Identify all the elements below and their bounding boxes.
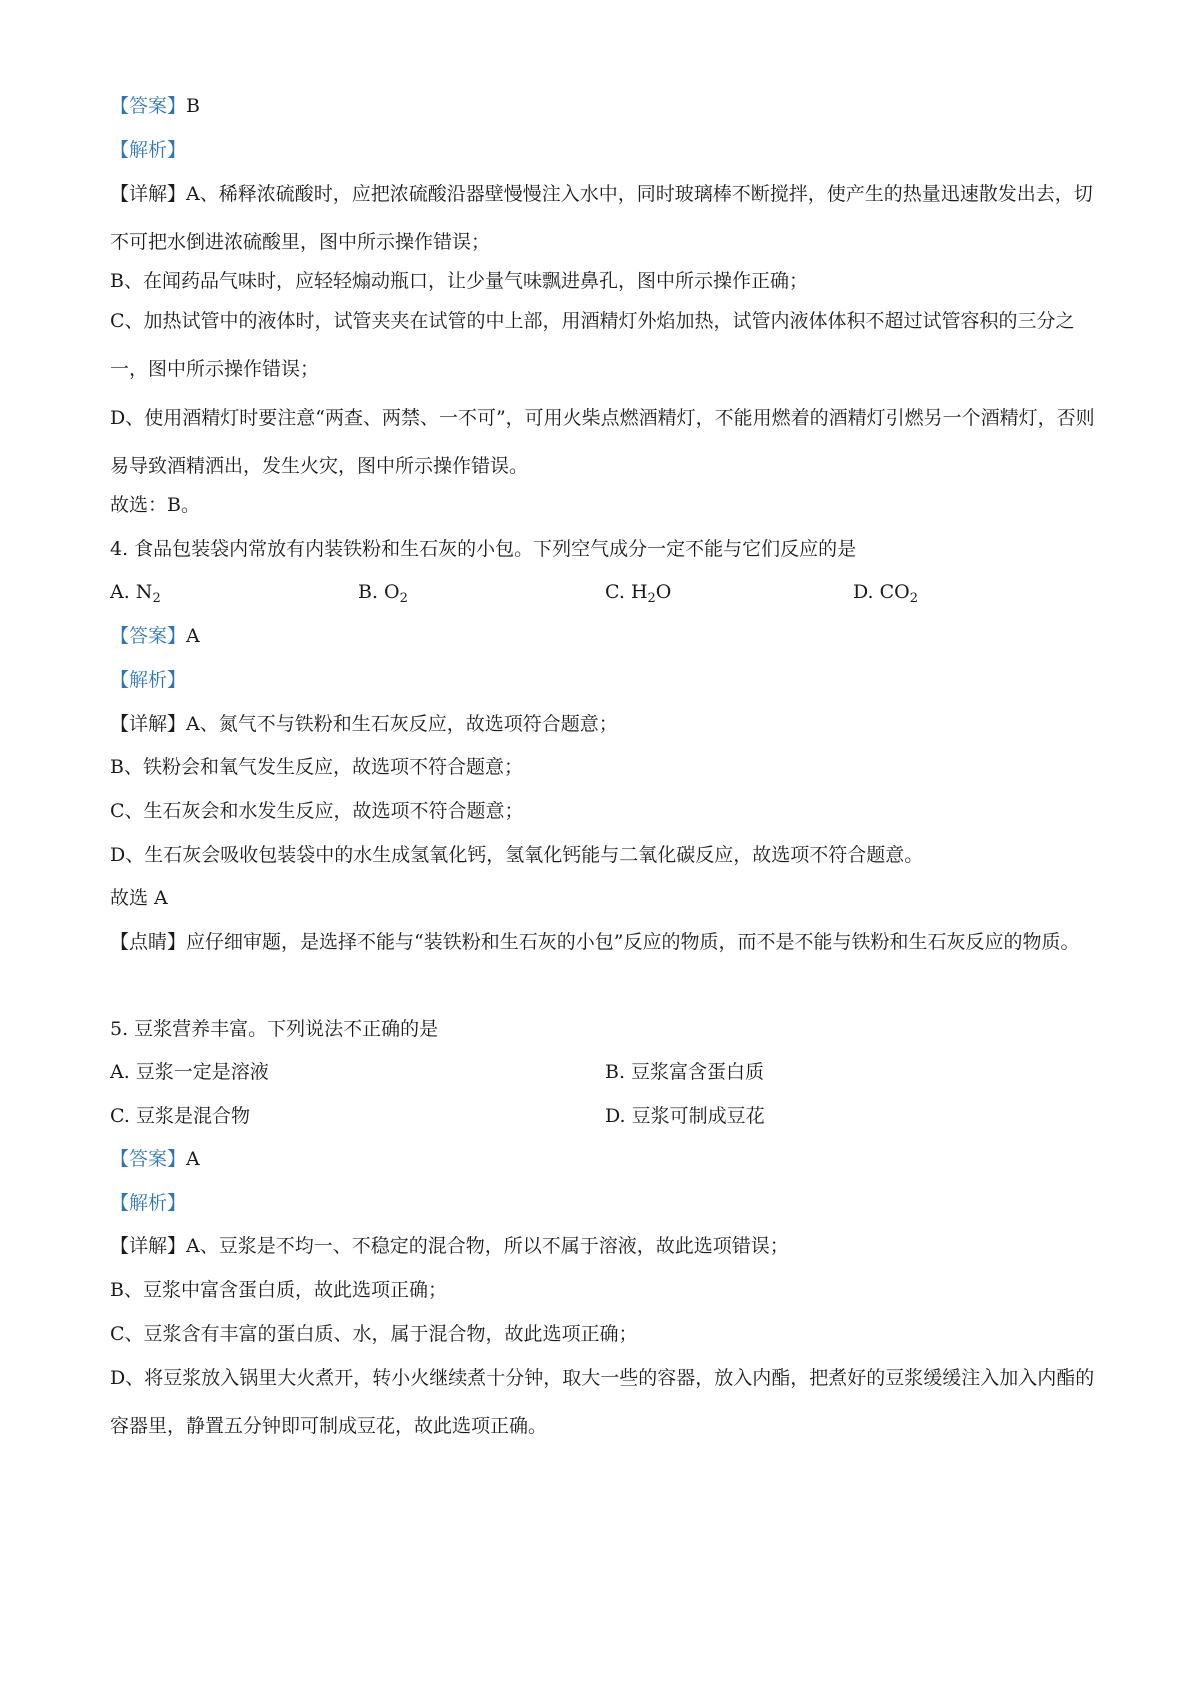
analysis-tag: 【解析】 bbox=[110, 139, 187, 161]
choice-line: 故选：B。 bbox=[110, 494, 200, 516]
q4-option-b: B. $O_2$ bbox=[358, 581, 408, 606]
q4-detail-d: D、生石灰会吸收包装袋中的水生成氢氧化钙，氢氧化钙能与二氧化碳反应，故选项不符合题意。 bbox=[110, 844, 924, 866]
q4-detail-b: B、铁粉会和氧气发生反应，故选项不符合题意； bbox=[110, 756, 523, 778]
analysis-tag: 【解析】 bbox=[110, 669, 187, 691]
question-4-stem: 4. 食品包装袋内常放有内装铁粉和生石灰的小包。下列空气成分一定不能与它们反应的是 bbox=[110, 538, 857, 560]
answer-value: A bbox=[186, 1148, 200, 1170]
note-text: 应仔细审题，是选择不能与“装铁粉和生石灰的小包”反应的物质，而不是不能与铁粉和生石灰反应的物质。 bbox=[186, 931, 1080, 953]
question-5-stem: 5. 豆浆营养丰富。下列说法不正确的是 bbox=[110, 1018, 439, 1040]
q4-choice-line: 故选 A bbox=[110, 887, 168, 909]
detail-text-b: B、在闻药品气味时，应轻轻煽动瓶口，让少量气味飘进鼻孔，图中所示操作正确； bbox=[110, 270, 808, 292]
q5-option-d: D. 豆浆可制成豆花 bbox=[605, 1105, 765, 1127]
detail-tag: 【详解】 bbox=[110, 1235, 187, 1257]
q5-option-b: B. 豆浆富含蛋白质 bbox=[605, 1061, 765, 1083]
q4-option-a: A. $N_2$ bbox=[110, 581, 161, 606]
answer-value: A bbox=[186, 625, 200, 647]
detail-text-c: C、加热试管中的液体时，试管夹夹在试管的中上部，用酒精灯外焰加热，试管内液体体积不超过试管容积的三分之一，图中所示操作错误； bbox=[110, 310, 1075, 380]
q4-note-paragraph bbox=[110, 918, 1100, 966]
answer-line-q5 bbox=[110, 1145, 200, 1173]
q4-detail-a: 【详解】A、氮气不与铁粉和生石灰反应，故选项符合题意； bbox=[110, 713, 618, 735]
q5-option-a: A. 豆浆一定是溶液 bbox=[110, 1061, 269, 1083]
answer-tag: 【答案】 bbox=[110, 1148, 187, 1170]
q4-option-d: D. $CO_2$ bbox=[853, 581, 919, 606]
q5-option-c: C. 豆浆是混合物 bbox=[110, 1105, 250, 1127]
q5-detail-a: 【详解】A、豆浆是不均一、不稳定的混合物，所以不属于溶液，故此选项错误； bbox=[110, 1235, 789, 1257]
answer-line-q4 bbox=[110, 622, 200, 650]
answer-line-q3 bbox=[110, 92, 200, 120]
q4-option-c: C. $H_2O$ bbox=[605, 581, 672, 606]
detail-text-d: D、使用酒精灯时要注意“两查、两禁、一不可”，可用火柴点燃酒精灯，不能用燃着的酒精灯引燃另一个酒精灯，否则易导致酒精洒出，发生火灾，图中所示操作错误。 bbox=[110, 407, 1095, 477]
answer-tag: 【答案】 bbox=[110, 625, 187, 647]
q5-detail-c: C、豆浆含有丰富的蛋白质、水，属于混合物，故此选项正确； bbox=[110, 1323, 638, 1345]
answer-tag: 【答案】 bbox=[110, 95, 187, 117]
q5-detail-b: B、豆浆中富含蛋白质，故此选项正确； bbox=[110, 1279, 447, 1301]
detail-paragraph-a bbox=[110, 170, 1100, 266]
note-tag: 【点睛】 bbox=[110, 931, 187, 953]
answer-value: B bbox=[186, 95, 200, 117]
detail-tag: 【详解】 bbox=[110, 713, 187, 735]
detail-tag: 【详解】 bbox=[110, 183, 187, 205]
q4-detail-c: C、生石灰会和水发生反应，故选项不符合题意； bbox=[110, 800, 524, 822]
detail-text-a: A、稀释浓硫酸时，应把浓硫酸沿器壁慢慢注入水中，同时玻璃棒不断搅拌，使产生的热量迅速散发出去，切不可把水倒进浓硫酸里，图中所示操作错误； bbox=[110, 183, 1093, 253]
analysis-tag: 【解析】 bbox=[110, 1192, 187, 1214]
q5-detail-d: D、将豆浆放入锅里大火煮开，转小火继续煮十分钟，取大一些的容器，放入内酯，把煮好的豆浆缓缓注入加入内酯的容器里，静置五分钟即可制成豆花，故此选项正确。 bbox=[110, 1367, 1095, 1437]
